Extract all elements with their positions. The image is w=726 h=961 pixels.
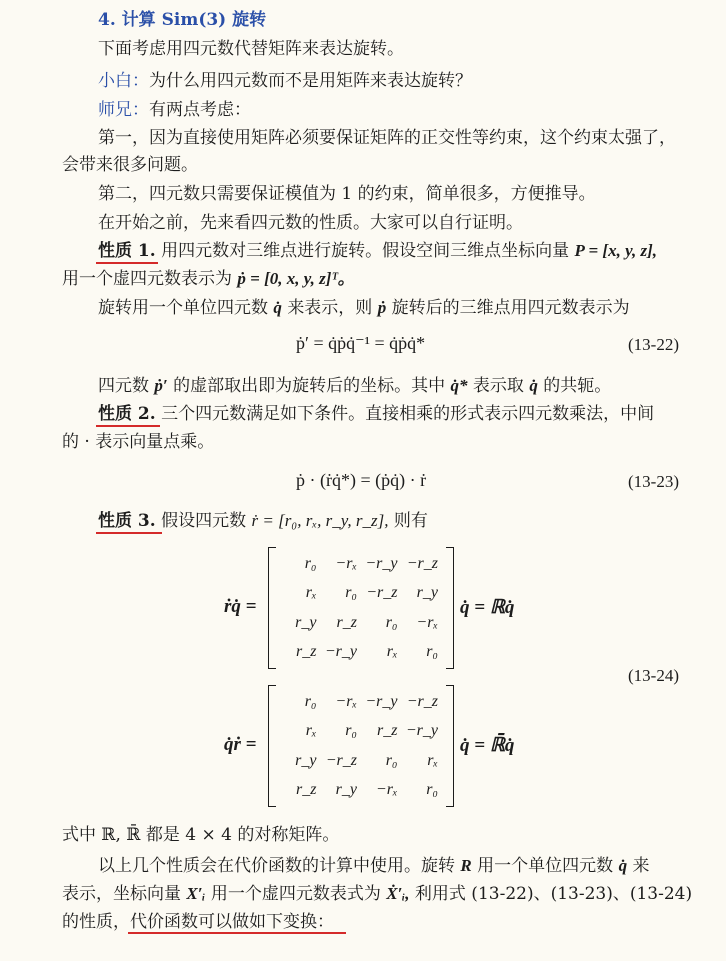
matrix2-cell-0-1: −rₓ [335,692,357,710]
matrix1-cell-2-3: −rₓ [416,613,438,631]
matrix1-cell-1-2: −r_z [366,584,398,602]
reason1-line1: 第一，因为直接使用矩阵必须要保证矩阵的正交性等约束，这个约束太强了， [98,128,676,148]
matrix1-cell-3-0: r_z [296,643,317,661]
matrix2-bracket-left [268,685,276,807]
matrix2-cell-2-3: rₓ [427,751,438,769]
speaker-xiaobai: 小白： [98,71,149,91]
matrix2-cell-0-3: −r_z [406,692,438,710]
reason1-line2: 会带来很多问题。 [62,155,198,175]
speaker-shixiong: 师兄： [98,100,149,120]
matrix1-cell-1-3: r_y [416,584,438,602]
matrix1-cell-3-3: r₀ [426,643,438,661]
final-line2-Xdot: Ẋ′ᵢ, [386,884,410,903]
matrix2-cell-2-1: −r_z [325,751,357,769]
final-line1-R: R [460,856,472,875]
matrix1-cell-1-1: r₀ [345,584,357,602]
eq-number-13-22: (13-22) [628,335,679,354]
final-line2-b: 用一个虚四元数表式为 [210,884,381,904]
matrix1-cell-0-1: −rₓ [335,554,357,572]
matrix2-cell-2-0: r_y [295,751,317,769]
matrix1-bracket-right [446,547,454,669]
after-eq1-d: 的共轭。 [543,376,612,396]
prop3-label: 性质 3. [98,511,156,531]
final-line2-X: X′ᵢ [186,884,206,903]
after-eq1-mb: q̇* [450,376,468,395]
prop1-text: 用四元数对三维点进行旋转。假设空间三维点坐标向量 [161,241,570,261]
final-line3 [62,911,334,933]
final-line2 [62,883,692,905]
matrix2-cell-1-0: rₓ [305,722,317,740]
matrix2-cell-0-2: −r_y [365,692,398,710]
prop1-line3-b: 来表示，则 [287,298,373,318]
section-number: 4. [98,10,116,30]
final-line1-c: 来 [632,856,650,876]
matrix2-cell-1-1: r₀ [345,722,357,740]
prop1-label: 性质 1. [98,241,156,261]
matrix2-cell-2-2: r₀ [385,751,398,769]
prop2-label: 性质 2. [98,404,156,424]
eq-number-13-23: (13-23) [628,472,679,491]
prop1-line3-p: ṗ [377,298,387,317]
matrix2-cell-1-3: −r_y [405,722,438,740]
matrix1-cell-1-0: rₓ [305,584,317,602]
prop2-text: 三个四元数满足如下条件。直接相乘的形式表示四元数乘法，中间 [161,404,655,424]
after-eq1-mc: q̇ [529,376,538,395]
prop1-line2-math: ṗ = [0, x, y, z]ᵀ。 [237,269,355,288]
matrix2-cell-3-3: r₀ [426,781,438,799]
prop3-line [98,510,428,532]
prop2-underline [96,425,160,427]
matrix1-cell-0-2: −r_y [365,554,398,572]
final-line1-q: q̇ [618,856,628,875]
final-line1 [98,855,649,877]
prop3-underline [96,532,162,534]
prop3-text-b: 则有 [393,511,428,531]
matrix2-bracket-right [446,685,454,807]
matrix2-cell-3-1: r_y [335,781,357,799]
prop1-line3-a: 旋转用一个单位四元数 [98,298,268,318]
matrix1-cell-3-1: −r_y [324,643,357,661]
prop3-text-a: 假设四元数 [161,511,247,531]
after-eq1-c: 表示取 [472,376,524,396]
final-line1-b: 用一个单位四元数 [477,856,614,876]
equation-13-22: ṗ′ = q̇ṗq̇⁻¹ = q̇ṗq̇* [296,333,426,353]
eq-number-13-24: (13-24) [628,666,679,685]
prop2-line2: 的 · 表示向量点乘。 [62,432,215,452]
prop1-line1 [98,240,657,262]
final-line3-b: 代价函数可以做如下变换： [130,912,334,932]
dialog-answer [98,99,251,121]
section-heading [98,9,266,31]
matrix2-grid [280,687,442,805]
after-eq1 [98,375,611,397]
matrix1-grid [280,549,442,667]
prop1-underline [96,262,158,264]
matrix1-cell-2-1: r_z [336,613,357,631]
final-underline [128,932,346,934]
prop1-line2-text: 用一个虚四元数表示为 [62,269,232,289]
after-eq1-ma: ṗ′ [154,376,168,395]
equation-13-23: ṗ · (ṙq̇*) = (ṗq̇) · ṙ [296,470,427,490]
after-eq3: 式中 ℝ, ℝ̄ 都是 4 × 4 的对称矩阵。 [62,825,340,845]
matrix2-cell-3-0: r_z [296,781,317,799]
matrix1-cell-0-0: r₀ [304,554,317,572]
final-line1-a: 以上几个性质会在代价函数的计算中使用。旋转 [98,856,455,876]
prop1-math: P = [x, y, z], [574,241,658,260]
matrix1-cell-3-2: rₓ [386,643,398,661]
section-title: 计算 Sim(3) 旋转 [121,10,267,30]
matrix1-rhs: q̇ = ℝq̇ [460,597,515,618]
dialog-question [98,70,472,92]
matrix1-cell-2-0: r_y [295,613,317,631]
before-text: 在开始之前，先来看四元数的性质。大家可以自行证明。 [98,213,523,233]
matrix2-cell-0-0: r₀ [304,692,317,710]
matrix2-rhs: q̇ = ℝ̄q̇ [460,735,515,756]
prop2-line1 [98,403,654,425]
prop3-math: ṙ = [r₀, rₓ, r_y, r_z], [251,511,389,530]
intro-text: 下面考虑用四元数代替矩阵来表达旋转。 [98,39,404,59]
after-eq1-a: 四元数 [98,376,149,396]
matrix1-bracket-left [268,547,276,669]
final-line2-c: 利用式 (13-22)、(13-23)、(13-24) [414,884,693,904]
matrix2-lhs: q̇ṙ = [224,734,257,755]
prop1-line3-c: 旋转后的三维点用四元数表示为 [391,298,630,318]
matrix1-lhs: ṙq̇ = [224,596,257,617]
matrix1-cell-2-2: r₀ [385,613,398,631]
prop1-line2 [62,268,355,290]
answer-text: 有两点考虑： [149,100,251,120]
matrix2-cell-3-2: −rₓ [375,781,398,799]
matrix-2 [268,685,454,807]
matrix2-cell-1-2: r_z [377,722,398,740]
final-line2-a: 表示，坐标向量 [62,884,181,904]
matrix-1 [268,547,454,669]
prop1-line3-q: q̇ [273,298,282,317]
reason2: 第二，四元数只需要保证模值为 1 的约束，简单很多，方便推导。 [98,184,596,204]
final-line3-a: 的性质， [62,912,130,932]
prop1-line3 [98,297,630,319]
matrix1-cell-0-3: −r_z [406,554,438,572]
question-text: 为什么用四元数而不是用矩阵来表达旋转？ [149,71,472,91]
after-eq1-b: 的虚部取出即为旋转后的坐标。其中 [173,376,446,396]
